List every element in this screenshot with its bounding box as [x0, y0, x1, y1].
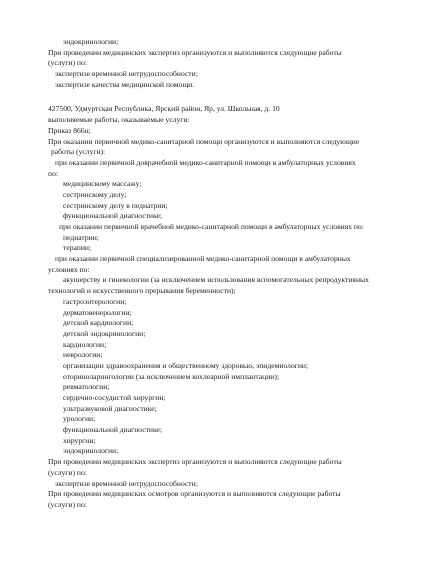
document-line: организации здравоохранения и общественному здоровью, эпидемиологии; — [63, 360, 309, 370]
document-line: детской кардиологии; — [63, 318, 134, 328]
document-line: оториноларингологии (за исключением кохлеарной имплантации); — [63, 371, 279, 381]
document-line: неврологии; — [63, 350, 103, 360]
document-line: при оказании первичной специализированной медико-санитарной помощи в амбулаторных — [55, 254, 351, 264]
document-line: эндокринологии; — [63, 446, 119, 456]
document-line: хирургии; — [63, 435, 96, 445]
document-line: выполняемые работы, оказываемые услуги: — [48, 115, 190, 125]
document-line: акушерству и гинекологии (за исключением использования вспомогательных репродуктивных — [63, 275, 369, 285]
document-line: работы (услуги): — [51, 147, 106, 157]
document-line: дерматовенерологии; — [63, 307, 132, 317]
document-line: эндокринологии; — [63, 37, 119, 46]
document-line: (услуги) по: — [48, 499, 87, 509]
document-line: терапии; — [63, 243, 92, 253]
document-body — [48, 37, 408, 511]
document-line: экспертизе временной нетрудоспособности; — [55, 69, 198, 79]
document-line: функциональной диагностике; — [63, 425, 162, 435]
document-line: ревматологии; — [63, 382, 110, 392]
document-line: При проведении медицинских экспертиз организуются и выполняются следующие работы — [48, 47, 342, 57]
document-line: сестринскому делу в педиатрии; — [63, 200, 168, 210]
document-line: экспертизе качества медицинской помощи. — [55, 79, 195, 89]
document-line: (услуги) по: — [48, 58, 87, 68]
document-line: детской эндокринологии; — [63, 328, 146, 338]
document-line: по: — [48, 168, 58, 178]
document-line: Приказ 866н; — [48, 125, 91, 135]
document-line: сердечно-сосудистой хирургии; — [63, 393, 166, 402]
document-line: При оказании первичной медико-санитарной помощи организуются и выполняются следующие — [48, 136, 360, 146]
paragraph-gap — [48, 90, 408, 104]
document-line: При проведении медицинских экспертиз организуются и выполняются следующие работы — [48, 457, 342, 467]
document-line: ультразвуковой диагностике; — [63, 403, 157, 413]
document-line: сестринскому делу; — [63, 189, 127, 199]
document-line: функциональной диагностике; — [63, 211, 162, 221]
document-line: условиях по: — [48, 264, 90, 274]
document-line: урологии; — [63, 414, 96, 424]
document-line: экспертизе временной нетрудоспособности; — [55, 478, 198, 488]
document-line: При проведении медицинских осмотров организуются и выполняются следующие работы — [48, 489, 341, 499]
document-line: при оказании первичной врачебной медико-санитарной помощи в амбулаторных условиях по: — [59, 222, 364, 231]
document-line: при оказании первичной доврачебной медико-санитарной помощи в амбулаторных условиях — [55, 157, 356, 167]
document-line: гастроэнтерологии; — [63, 296, 127, 306]
document-line: (услуги) по: — [48, 467, 87, 477]
document-line: медицинскому массажу; — [63, 179, 142, 189]
document-line: кардиологии; — [63, 339, 107, 349]
document-line: педиатрии; — [63, 232, 99, 242]
document-line: технологий и искусственного прерывания беременности); — [48, 286, 236, 296]
document-line: 427500, Удмуртская Республика, Ярский район, Яр, ул. Школьная, д. 10 — [48, 104, 280, 114]
